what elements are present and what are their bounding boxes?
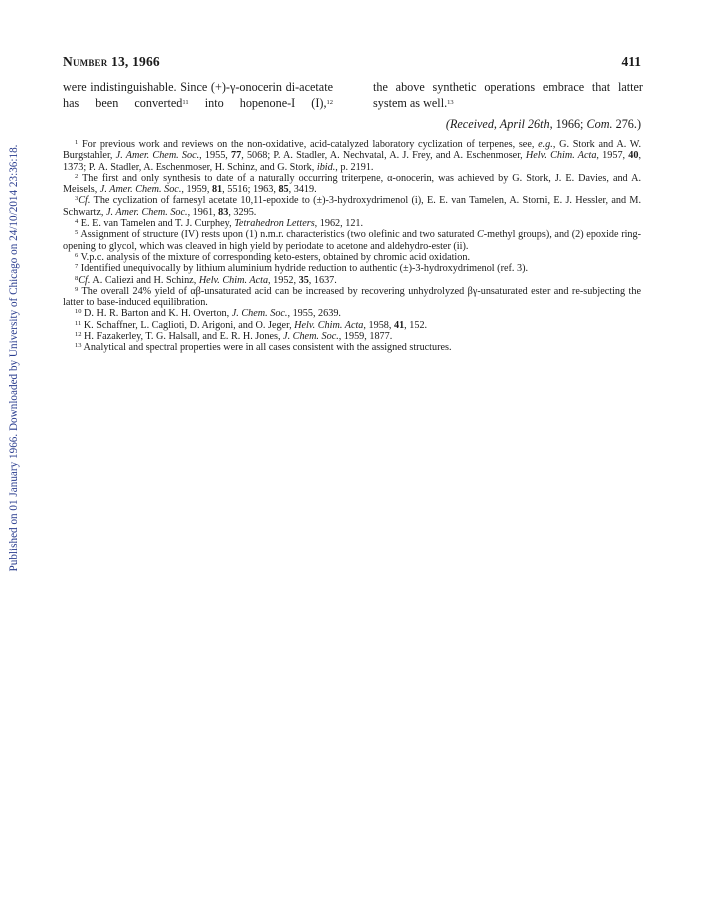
ref-mark: 11 [182, 98, 189, 106]
received-year: , 1966; [549, 117, 587, 131]
footnote-number: 2 [75, 172, 79, 180]
footnote-text: , 152. [404, 319, 428, 331]
footnote-text: , 1958, [363, 319, 394, 331]
footnote-number: 3 [75, 195, 79, 203]
left-column-text: into hopenone-I (I), [188, 95, 327, 110]
footnote-text: Assignment of structure (IV) rests upon (1) n.m.r. characteristics (two olefinic and two saturated [78, 229, 477, 241]
download-stamp [0, 0, 28, 915]
footnote-text: e.g. [538, 139, 553, 150]
footnote-number: 12 [75, 331, 82, 339]
right-column-text: the above synthetic operations embrace that latter system as well. [373, 80, 643, 110]
footnote-text: , p. 2191. [335, 161, 374, 173]
footnote-number: 6 [75, 251, 79, 259]
received-number: 276.) [612, 117, 641, 131]
journal-name: Helv. Chim. Acta [525, 150, 597, 162]
footnote-text: , 1373; P. A. Stadler, A. Eschenmoser, H. Schinz, and G. Stork, [63, 150, 641, 173]
footnote-10 [63, 308, 641, 319]
footnote-text: Identified unequivocally by lithium aluminium hydride reduction to authentic (±)-3-hydroxydrimenol (ref. 3). [78, 263, 529, 275]
footnote-text: , 1955, 2639. [287, 308, 341, 320]
footnote-9 [63, 286, 641, 309]
footnote-text: Cf. [78, 195, 91, 207]
footnote-text: Cf. [78, 274, 91, 286]
journal-issue: Number 13, 1966 [63, 54, 160, 69]
footnote-6 [63, 252, 641, 263]
footnote-text: , 3419. [288, 184, 317, 196]
footnote-text: The first and only synthesis to date of a naturally occurring triterpene, α-onocerin, was achieved by G. Stork, J. E. Davies, and A. Meisels, [63, 172, 641, 196]
received-com: Com. [586, 117, 613, 131]
footnote-number: 7 [75, 263, 79, 271]
ref-mark: 12 [326, 98, 333, 106]
footnote-12 [63, 331, 641, 342]
volume-number: 81 [211, 184, 223, 196]
right-column [373, 80, 643, 111]
page-number: 411 [621, 54, 641, 69]
volume-number: 41 [393, 319, 405, 331]
left-column-text: were indistinguishable. Since (+)-γ-onocerin di-acetate has been converted [63, 80, 333, 110]
footnote-text: , 1959, [181, 184, 212, 196]
left-column [63, 80, 333, 111]
journal-name: J. Amer. Chem. Soc. [106, 206, 188, 218]
footnote-3 [63, 195, 641, 218]
footnote-text: , 1952, [268, 274, 299, 286]
footnotes [63, 139, 641, 354]
footnote-text: The overall 24% yield of αβ-unsaturated acid can be increased by recovering unhydrolyzed βγ-unsaturated ester and re-subjecting the latter to base-induced equilibration. [63, 285, 641, 309]
received-line [446, 117, 641, 132]
journal-name: Helv. Chim. Acta [294, 319, 364, 331]
footnote-text: K. Schaffner, L. Caglioti, D. Arigoni, and O. Jeger, [81, 319, 295, 331]
received-prefix: (Received, [445, 117, 500, 131]
footnote-number: 10 [75, 308, 82, 316]
footnote-number: 5 [75, 229, 79, 237]
journal-name: Tetrahedron Letters [234, 218, 315, 230]
footnote-text: C [476, 229, 484, 241]
footnote-13 [63, 342, 641, 353]
ref-mark: 13 [447, 98, 454, 106]
volume-number: 77 [231, 150, 242, 162]
footnote-text: , 3295. [228, 206, 257, 218]
journal-name: J. Amer. Chem. Soc. [99, 184, 182, 196]
footnote-text: V.p.c. analysis of the mixture of corresponding keto-esters, obtained by chromic acid oxidation. [78, 251, 470, 263]
footnote-text: , G. Stork and A. W. Burgstahler, [63, 139, 641, 162]
footnote-text: , 1955, [199, 150, 232, 162]
footnote-number: 13 [75, 342, 82, 350]
volume-number: 35 [298, 274, 309, 286]
footnote-1 [63, 139, 641, 173]
page-header [63, 54, 641, 70]
footnote-text: For previous work and reviews on the non-oxidative, acid-catalyzed laboratory cyclization of terpenes, see, [78, 139, 539, 150]
footnote-text: , 1959, 1877. [338, 331, 393, 343]
footnote-8 [63, 275, 641, 286]
received-date: April 26th [499, 117, 550, 131]
footnote-text: , 5068; P. A. Stadler, A. Nechvatal, A. J. Frey, and A. Eschenmoser, [241, 150, 526, 162]
footnote-11 [63, 320, 641, 331]
footnote-text: E. E. van Tamelen and T. J. Curphey, [78, 218, 235, 230]
footnote-text: The cyclization of farnesyl acetate 10,11-epoxide to (±)-3-hydroxydrimenol (i), E. E. van Tamelen, A. Storni, E. J. Hessler, and M. Schwartz, [63, 195, 641, 218]
footnote-number: 1 [75, 139, 79, 146]
footnote-number: 9 [75, 285, 79, 293]
footnote-number: 8 [75, 274, 79, 282]
journal-name: J. Chem. Soc. [283, 331, 339, 343]
body-text [63, 80, 643, 111]
footnote-number: 11 [75, 319, 82, 327]
volume-number: 85 [278, 184, 289, 196]
footnote-text: -methyl groups), and (2) epoxide ring-opening to glycol, which was cleaved in high yield by periodate to acetone and aldehydro-ester (ii). [63, 229, 642, 252]
footnote-text: , 1957, [596, 150, 629, 162]
download-stamp-text: Published on 01 January 1966. Downloaded by University of Chicago on 24/10/2014 23:36:18. [8, 144, 20, 572]
footnote-text: , 1637. [308, 274, 337, 286]
volume-number: 40 [628, 150, 639, 162]
volume-number: 83 [218, 206, 229, 218]
footnote-text: , 1962, 121. [314, 218, 364, 230]
footnote-text: D. H. R. Barton and K. H. Overton, [81, 308, 232, 320]
footnote-text: H. Fazakerley, T. G. Halsall, and E. R. H. Jones, [81, 331, 284, 343]
journal-name: J. Chem. Soc. [231, 308, 288, 320]
footnote-4 [63, 218, 641, 229]
footnote-2 [63, 173, 641, 196]
footnote-7 [63, 263, 641, 274]
journal-name: Helv. Chim. Acta [198, 274, 269, 286]
footnote-text: , 5516; 1963, [222, 184, 279, 196]
footnote-text: , 1961, [187, 206, 219, 218]
footnote-text: Analytical and spectral properties were in all cases consistent with the assigned structures. [81, 342, 452, 354]
footnote-5 [63, 229, 641, 252]
footnote-text: A. Caliezi and H. Schinz, [90, 274, 199, 286]
footnote-number: 4 [75, 218, 79, 226]
footnote-text: ibid. [316, 161, 336, 173]
journal-name: J. Amer. Chem. Soc. [115, 150, 200, 162]
